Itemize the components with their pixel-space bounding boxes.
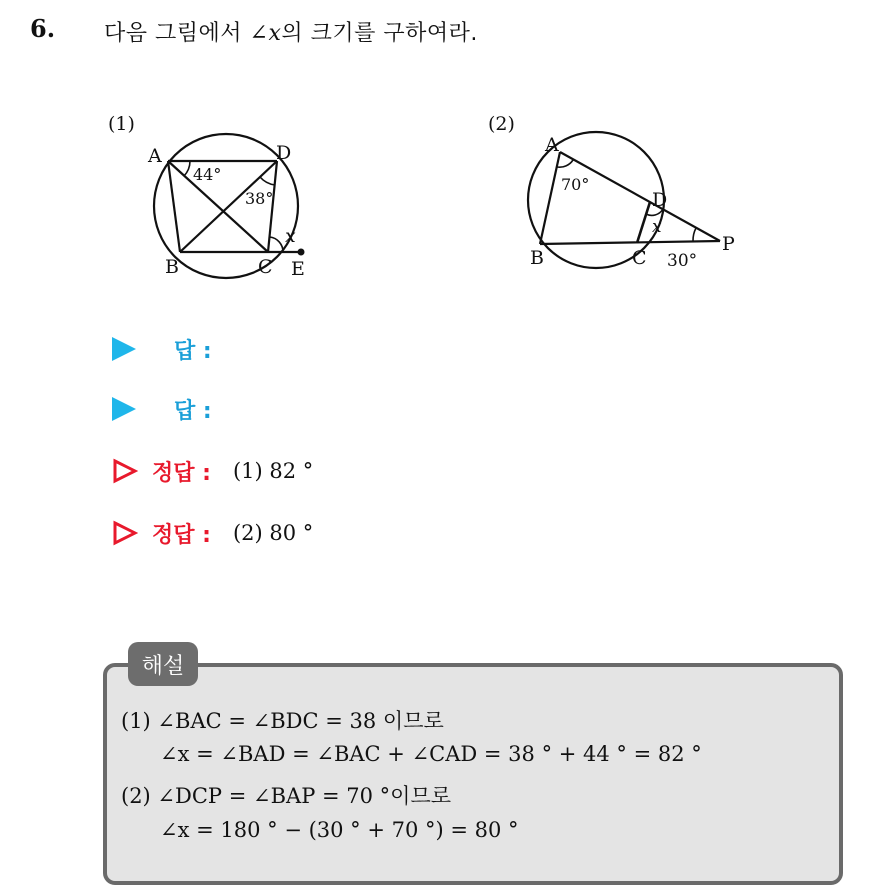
fig1-angle-44: 44° — [193, 165, 222, 184]
fig1-point-e-dot — [298, 249, 305, 256]
fig2-line-ap — [560, 152, 720, 241]
fig2-side-ab — [540, 152, 560, 244]
correct-answer-label: 정답 : — [152, 460, 211, 486]
fig1-arc-x — [270, 237, 283, 252]
explanation-line-2: ∠x = ∠BAD = ∠BAC + ∠CAD = 38 ° + 44 ° = 82 ° — [160, 742, 702, 766]
answer-label: 답 : — [174, 338, 212, 364]
fig1-circle — [154, 134, 298, 278]
fig1-side-dc — [268, 161, 277, 252]
correct-answer-row-1 — [112, 455, 313, 487]
correct-answer-row-2 — [112, 517, 313, 549]
fig1-angle-x: x — [285, 225, 296, 247]
fig2-circle — [528, 132, 664, 268]
outline-triangle-icon — [112, 458, 138, 484]
play-triangle-icon — [112, 337, 136, 361]
question-number: 6. — [30, 14, 56, 43]
fig1-arc-a — [184, 161, 190, 176]
fig2-line-bp — [540, 241, 720, 244]
correct-answer-label: 정답 : — [152, 522, 211, 548]
figure1-label: (1) — [108, 113, 135, 135]
fig1-label-a: A — [148, 145, 162, 167]
fig2-angle-70: 70° — [561, 175, 590, 194]
question-text-after: 의 크기를 구하여라. — [281, 21, 478, 46]
variable-x: x — [268, 21, 282, 46]
fig2-arc-p — [693, 228, 696, 241]
explanation-line-1: (1) ∠BAC = ∠BDC = 38 이므로 — [121, 709, 444, 733]
fig1-label-b: B — [165, 256, 179, 278]
explanation-line-4: ∠x = 180 ° − (30 ° + 70 °) = 80 ° — [160, 818, 519, 842]
fig2-label-d: D — [652, 189, 668, 211]
fig2-label-b: B — [530, 247, 544, 269]
fig2-label-p: P — [722, 233, 735, 255]
fig2-angle-x: x — [652, 217, 662, 237]
explanation-tab: 해설 — [128, 642, 198, 686]
fig1-diag-bd — [180, 161, 277, 252]
question-text-before: 다음 그림에서 — [104, 21, 250, 46]
question-text — [104, 16, 478, 47]
fig2-side-dc — [637, 202, 650, 243]
answer-row-2 — [112, 393, 212, 425]
fig1-diag-ac — [168, 161, 268, 252]
correct-answer-value: (2) 80 ° — [232, 521, 314, 545]
fig1-side-ab — [168, 161, 180, 252]
answer-label: 답 : — [174, 398, 212, 424]
fig1-arc-d — [260, 177, 275, 185]
fig2-arc-x — [646, 209, 663, 215]
angle-symbol: ∠ — [249, 21, 269, 46]
explanation-line-3: (2) ∠DCP = ∠BAP = 70 °이므로 — [121, 784, 452, 808]
play-triangle-icon — [112, 397, 136, 421]
fig2-angle-30: 30° — [667, 251, 698, 271]
fig2-arc-a — [557, 160, 573, 167]
explanation-box — [103, 663, 843, 885]
fig1-label-e: E — [291, 258, 305, 280]
fig1-angle-38: 38° — [245, 189, 274, 208]
fig1-label-d: D — [276, 142, 292, 164]
fig2-label-c: C — [632, 247, 647, 269]
outline-triangle-icon — [112, 520, 138, 546]
fig1-label-c: C — [258, 256, 273, 278]
correct-answer-value: (1) 82 ° — [232, 459, 314, 483]
fig2-label-a: A — [545, 134, 559, 156]
figure2-label: (2) — [488, 113, 515, 135]
answer-row-1 — [112, 333, 212, 365]
